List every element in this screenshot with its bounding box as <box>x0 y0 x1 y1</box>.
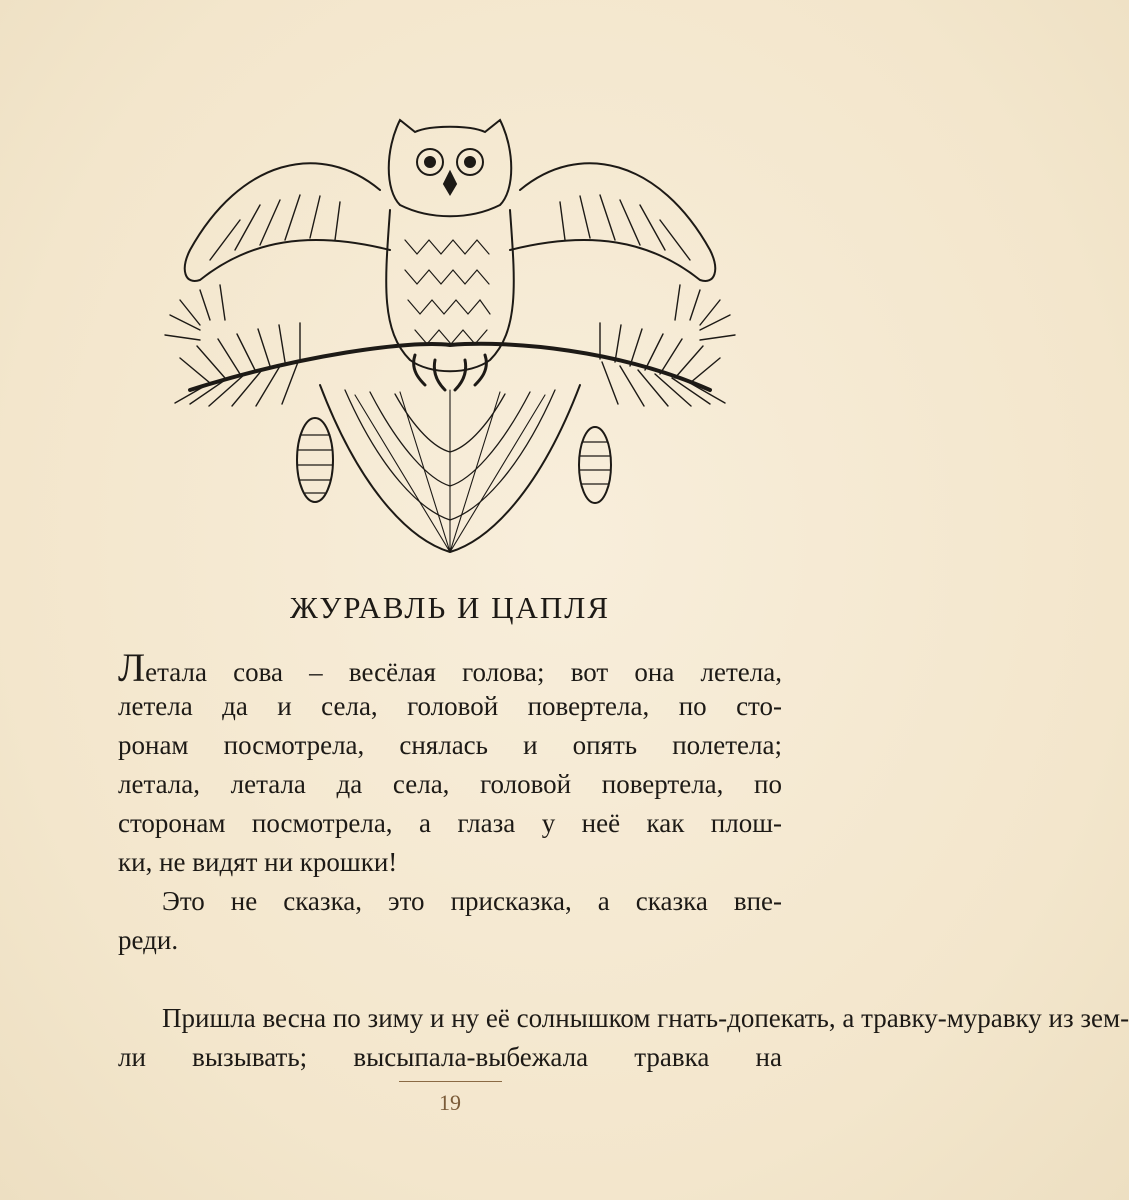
paragraph-gap <box>118 960 782 999</box>
text-line: Это не сказка, это присказка, а сказка впе- <box>162 886 782 916</box>
story-title: ЖУРАВЛЬ И ЦАПЛЯ <box>289 590 611 625</box>
story-text <box>118 645 1129 1077</box>
text-line: летала, летала да села, головой повертела, по <box>118 769 782 799</box>
owl-illustration <box>150 100 750 560</box>
text-line: Пришла весна по зиму и ну её солнышком гнать-допекать, а травку-муравку из зем- <box>162 1003 1129 1033</box>
text-line: ли вызывать; высыпала-выбежала травка на <box>118 1042 782 1072</box>
text-line: сторонам посмотрела, а глаза у неё как плош- <box>118 808 782 838</box>
text-line: Летала сова – весёлая голова; вот она летела, <box>118 645 782 690</box>
text-line: реди. <box>118 925 179 955</box>
text-line: летела да и села, головой повертела, по сто- <box>118 691 782 721</box>
text-line: ки, не видят ни крошки! <box>118 847 398 877</box>
footer-rule <box>399 1081 502 1082</box>
text-line: ронам посмотрела, снялась и опять полетела; <box>118 730 782 760</box>
page-number: 19 <box>439 1090 461 1115</box>
drop-cap: Л <box>118 645 146 690</box>
